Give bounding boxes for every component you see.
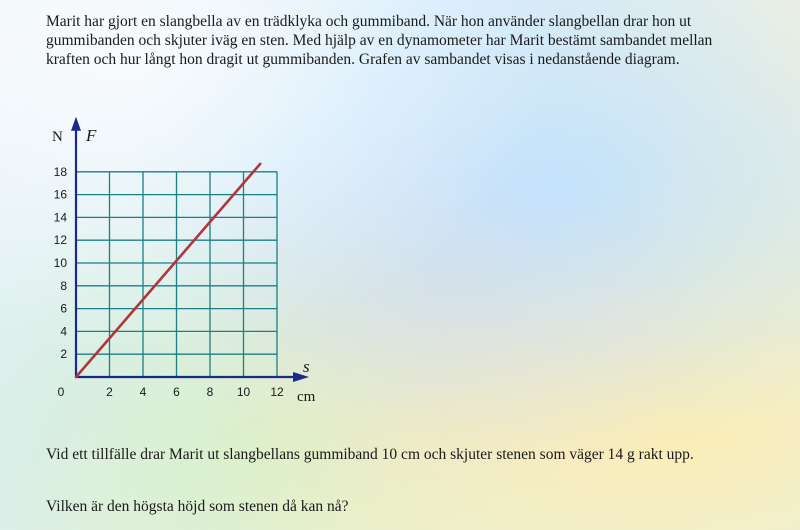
x-tick-label: 12 [270, 385, 284, 399]
y-tick-label: 2 [60, 347, 67, 362]
y-axis-label: F [86, 125, 97, 145]
y-tick-label: 4 [60, 324, 67, 339]
data-line [76, 164, 260, 377]
x-tick-label: 6 [173, 385, 180, 399]
y-axis-arrow [71, 117, 81, 131]
intro-paragraph: Marit har gjort en slangbella av en trädklyka och gummiband. När hon använder slangbellan drar hon ut gummibanden och skjuter iväg en sten. Med hjälp av en dynamometer har Marit bestämt sambandet mellan kraften och hur långt hon dragit ut gummibanden. Grafen av sambandet visas i nedanstående diagram. [46, 13, 713, 68]
chart-grid [76, 172, 277, 377]
y-tick-label: 12 [53, 233, 67, 248]
x-tick-label: 4 [139, 385, 147, 399]
origin-label: 0 [57, 385, 65, 399]
y-tick-label: 8 [60, 278, 67, 293]
chart-series [76, 164, 260, 377]
y-axis-unit: N [52, 128, 63, 145]
situation-paragraph: Vid ett tillfälle drar Marit ut slangbellans gummiband 10 cm och skjuter stenen som väger 14 g rakt upp. [46, 446, 694, 463]
y-tick-label: 6 [60, 301, 67, 316]
y-tick-label: 16 [53, 187, 67, 202]
x-tick-label: 8 [206, 385, 214, 399]
x-axis-unit: cm [297, 389, 316, 405]
y-tick-label: 14 [53, 210, 67, 225]
x-axis-label: s [303, 357, 310, 376]
x-tick-label: 10 [236, 385, 251, 399]
x-tick-label: 2 [106, 385, 113, 399]
y-tick-label: 10 [53, 256, 67, 270]
y-tick-label: 18 [53, 164, 67, 179]
question-paragraph: Vilken är den högsta höjd som stenen då kan nå? [46, 498, 349, 515]
